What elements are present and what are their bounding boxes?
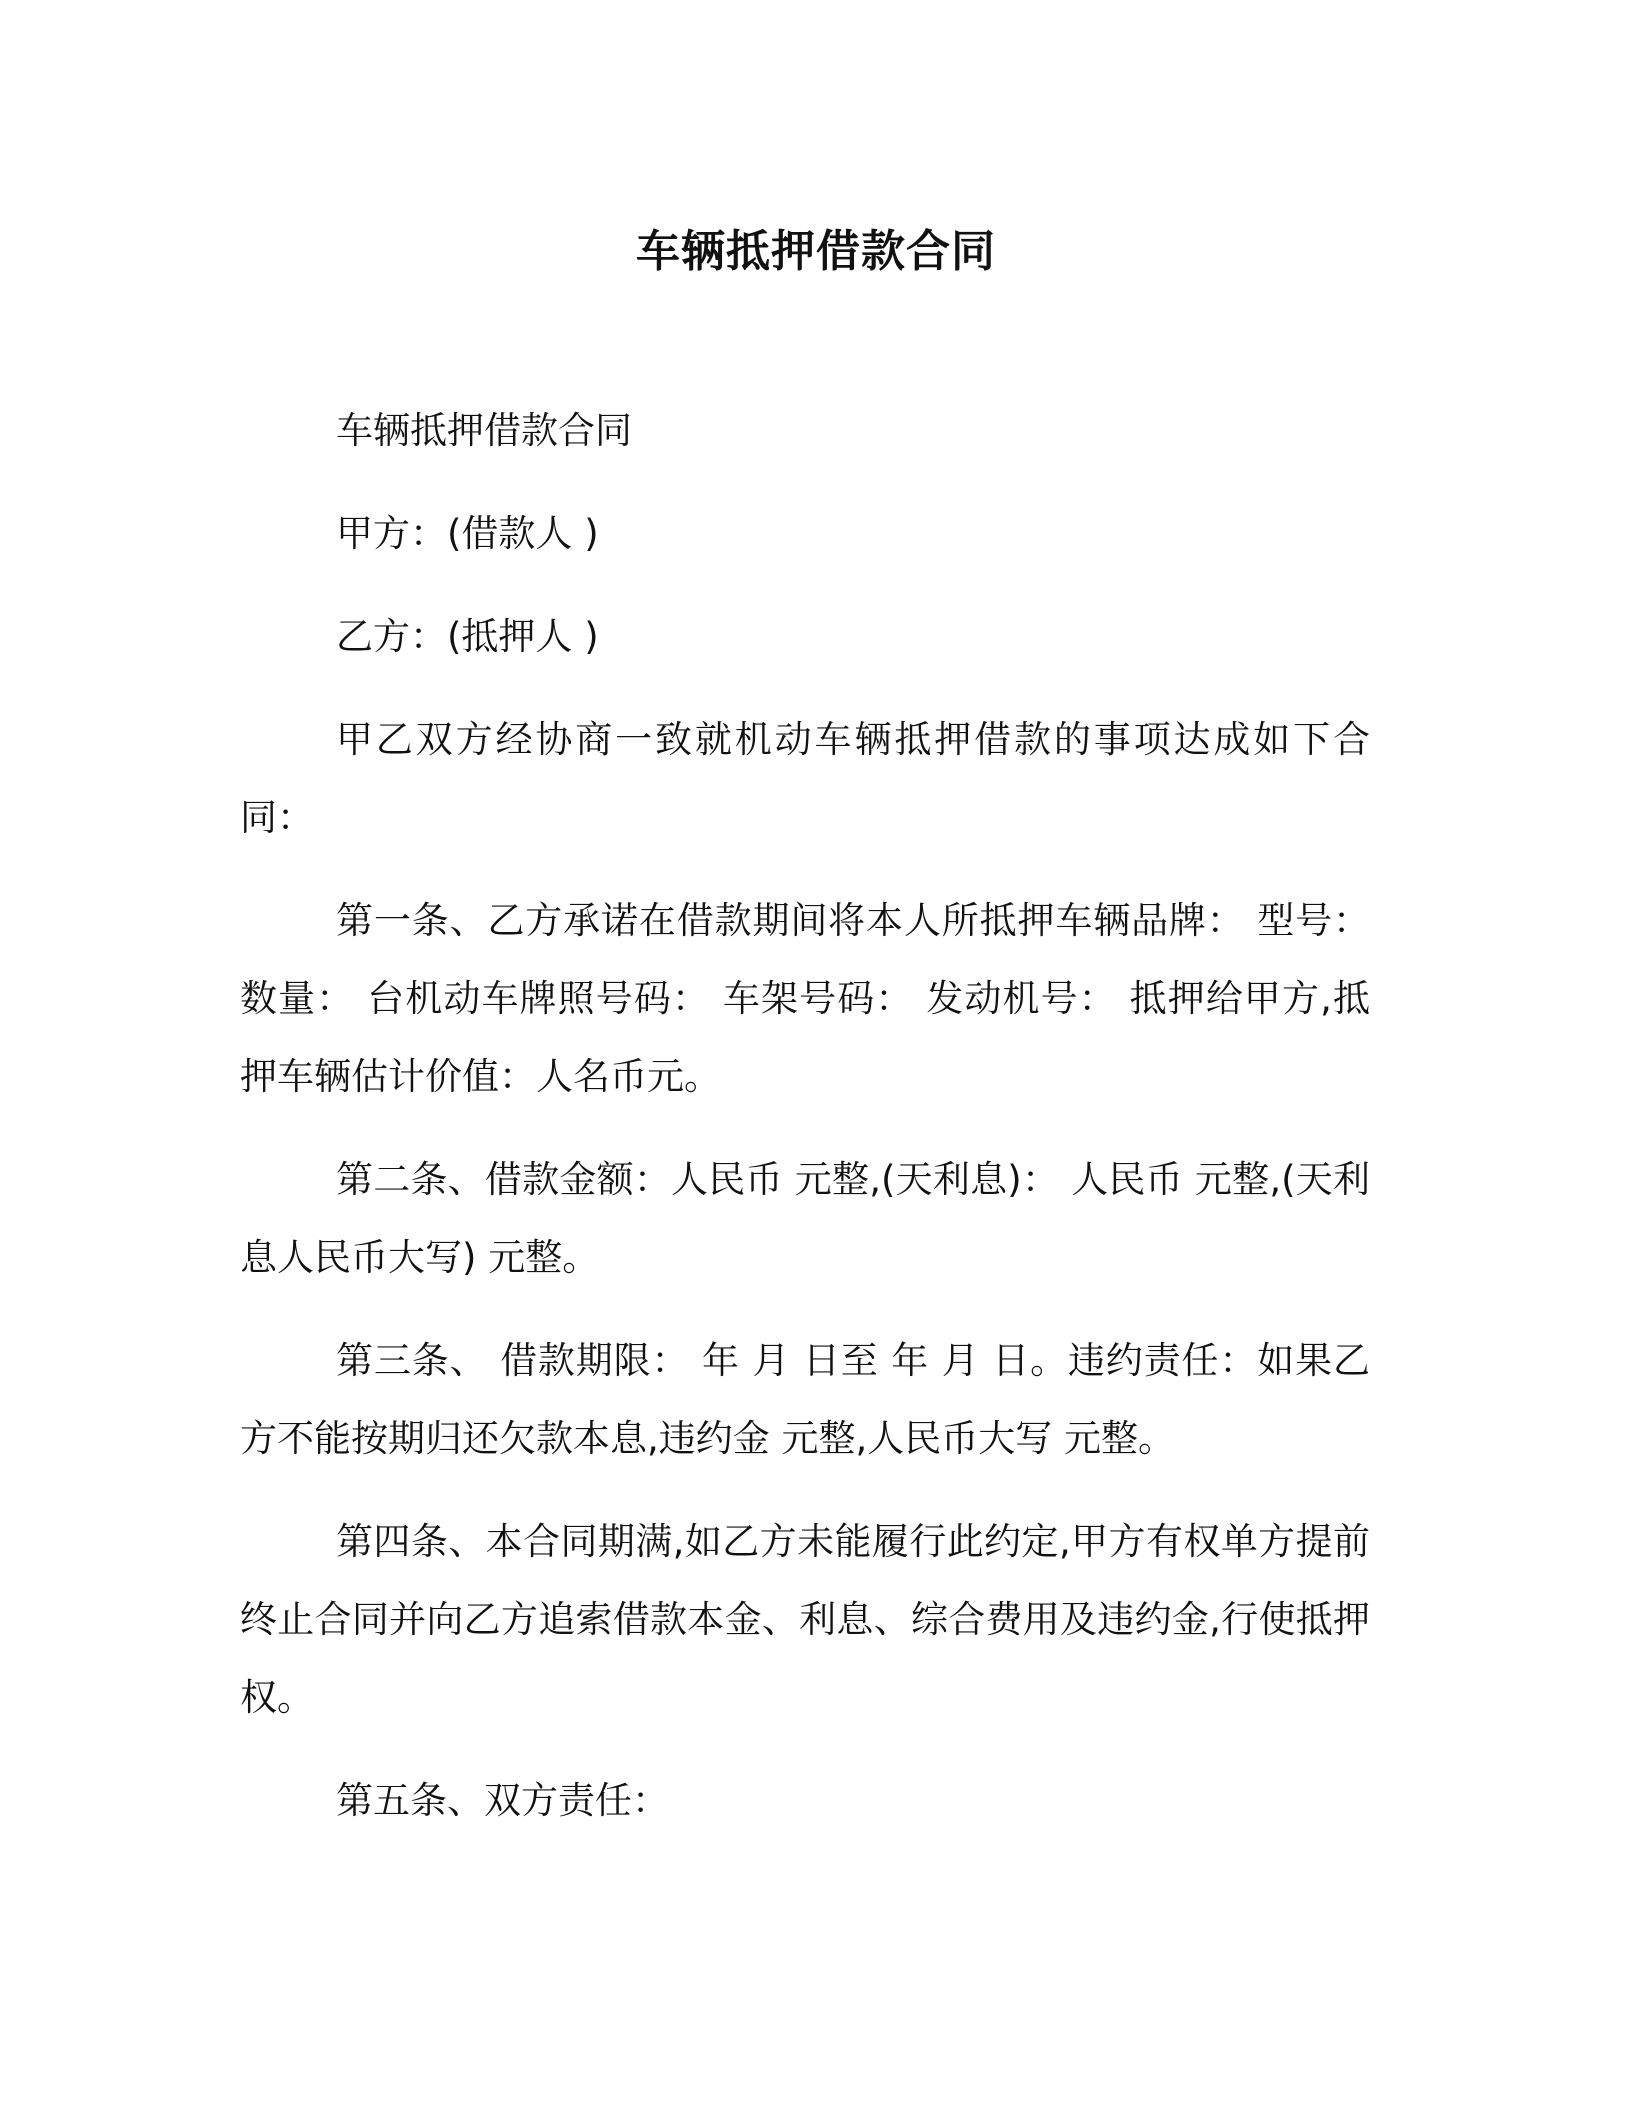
- paragraph-article-4: 第四条、本合同期满,如乙方未能履行此约定,甲方有权单方提前终止合同并向乙方追索借款本金、利息、综合费用及违约金,行使抵押权。: [240, 1520, 1370, 1719]
- paragraph-article-3: 第三条、 借款期限： 年 月 日至 年 月 日。违约责任：如果乙方不能按期归还欠款本息,违约金 元整,人民币大写 元整。: [240, 1339, 1370, 1460]
- document-body: [240, 392, 1382, 1865]
- paragraph-subtitle: 车辆抵押借款合同: [336, 409, 632, 452]
- paragraph-party-b: 乙方：(抵押人 ): [336, 615, 599, 658]
- document-title: 车辆抵押借款合同: [636, 226, 996, 277]
- paragraph-preamble: 甲乙双方经协商一致就机动车辆抵押借款的事项达成如下合同：: [240, 718, 1370, 839]
- paragraph-article-2: 第二条、借款金额：人民币 元整,(天利息)： 人民币 元整,(天利息人民币大写) 元整。: [240, 1158, 1370, 1279]
- paragraph-article-5: 第五条、双方责任：: [336, 1779, 669, 1822]
- paragraph-party-a: 甲方：(借款人 ): [336, 512, 599, 555]
- paragraph-article-1: 第一条、乙方承诺在借款期间将本人所抵押车辆品牌： 型号： 数量： 台机动车牌照号码： 车架号码： 发动机号： 抵押给甲方,抵押车辆估计价值：人名币元。: [240, 899, 1382, 1098]
